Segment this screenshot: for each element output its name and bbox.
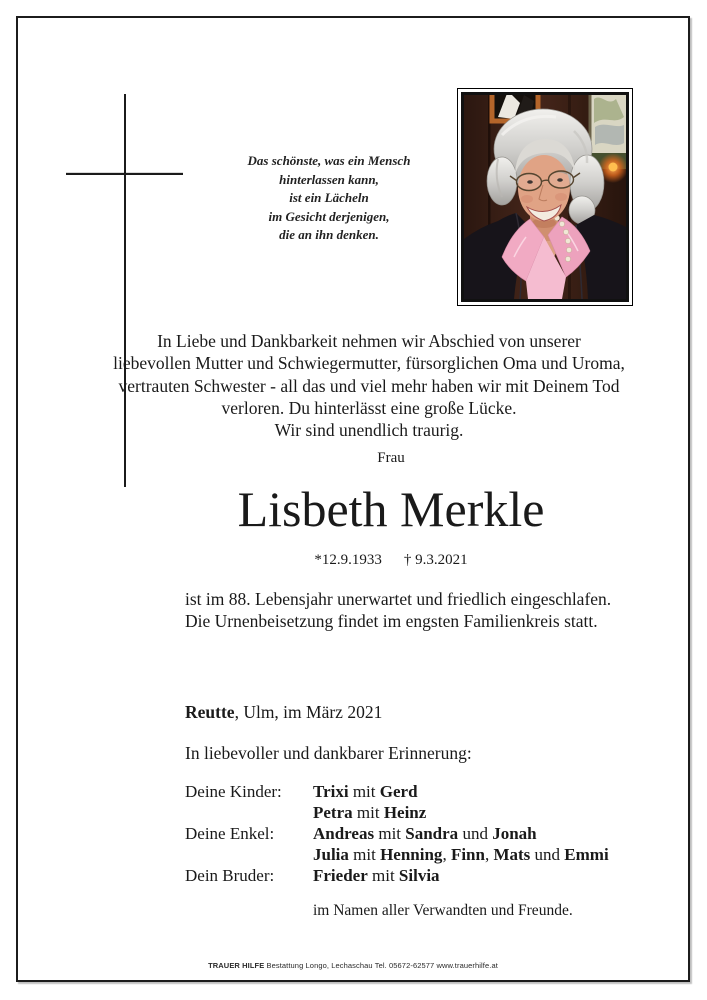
text-line: vertrauten Schwester - all das und viel mehr haben wir mit Deinem Tod bbox=[118, 375, 620, 396]
family-relation-label: Dein Bruder: bbox=[185, 866, 275, 885]
funeral-home-footer: TRAUER HILFE Bestattung Longo, Lechaschau Tel. 05672-62577 www.trauerhilfe.at bbox=[208, 961, 498, 970]
background-picture-right bbox=[590, 95, 626, 159]
family-relation-label: Deine Enkel: bbox=[185, 824, 275, 843]
text-line: hinterlassen kann, bbox=[279, 171, 379, 187]
portrait-photo-frame bbox=[457, 88, 633, 306]
family-names: Petra mit Heinz bbox=[313, 803, 427, 822]
family-row bbox=[185, 781, 609, 802]
family-row bbox=[185, 865, 609, 886]
death-date: † 9.3.2021 bbox=[403, 552, 468, 568]
text-line: im Gesicht derjenigen, bbox=[268, 208, 390, 224]
text-line: ist ein Lächeln bbox=[289, 190, 369, 205]
farewell-paragraph bbox=[84, 330, 654, 441]
family-relation-label bbox=[185, 802, 313, 823]
family-names: Frieder mit Silvia bbox=[313, 866, 440, 885]
family-relation-label bbox=[185, 844, 313, 865]
memorial-cross-icon bbox=[66, 173, 183, 175]
text-line: die an ihn denken. bbox=[279, 227, 379, 242]
family-row bbox=[185, 802, 609, 823]
portrait-illustration bbox=[464, 95, 626, 299]
portrait-photo bbox=[461, 92, 629, 302]
family-names: Andreas mit Sandra und Jonah bbox=[313, 824, 537, 843]
family-row bbox=[185, 844, 609, 865]
text-line: ist im 88. Lebensjahr unerwartet und friedlich eingeschlafen. bbox=[185, 589, 612, 609]
text-line: Wir sind unendlich traurig. bbox=[274, 420, 464, 441]
text-line: Das schönste, was ein Mensch bbox=[247, 153, 411, 168]
place-date-line: Reutte, Ulm, im März 2021 bbox=[185, 702, 383, 722]
text-line: liebevollen Mutter und Schwiegermutter, fürsorglichen Oma und Uroma, bbox=[113, 353, 625, 374]
text-line: Die Urnenbeisetzung findet im engsten Familienkreis statt. bbox=[185, 611, 598, 632]
family-list bbox=[185, 781, 609, 886]
closing-line: im Namen aller Verwandten und Freunde. bbox=[313, 902, 573, 919]
text-line: verloren. Du hinterlässt eine große Lücke. bbox=[221, 397, 517, 418]
family-row bbox=[185, 823, 609, 844]
text-line: In Liebe und Dankbarkeit nehmen wir Abschied von unserer bbox=[157, 331, 581, 351]
memorial-quote bbox=[189, 152, 469, 245]
birth-date: *12.9.1933 bbox=[314, 552, 382, 568]
salutation: Frau bbox=[377, 450, 405, 466]
remembrance-line: In liebevoller und dankbarer Erinnerung: bbox=[185, 743, 472, 763]
life-dates bbox=[91, 552, 691, 569]
family-names: Trixi mit Gerd bbox=[313, 782, 418, 801]
passing-info bbox=[185, 588, 611, 633]
family-relation-label: Deine Kinder: bbox=[185, 782, 282, 801]
family-names: Julia mit Henning, Finn, Mats und Emmi bbox=[313, 845, 609, 864]
deceased-name: Lisbeth Merkle bbox=[237, 481, 545, 537]
